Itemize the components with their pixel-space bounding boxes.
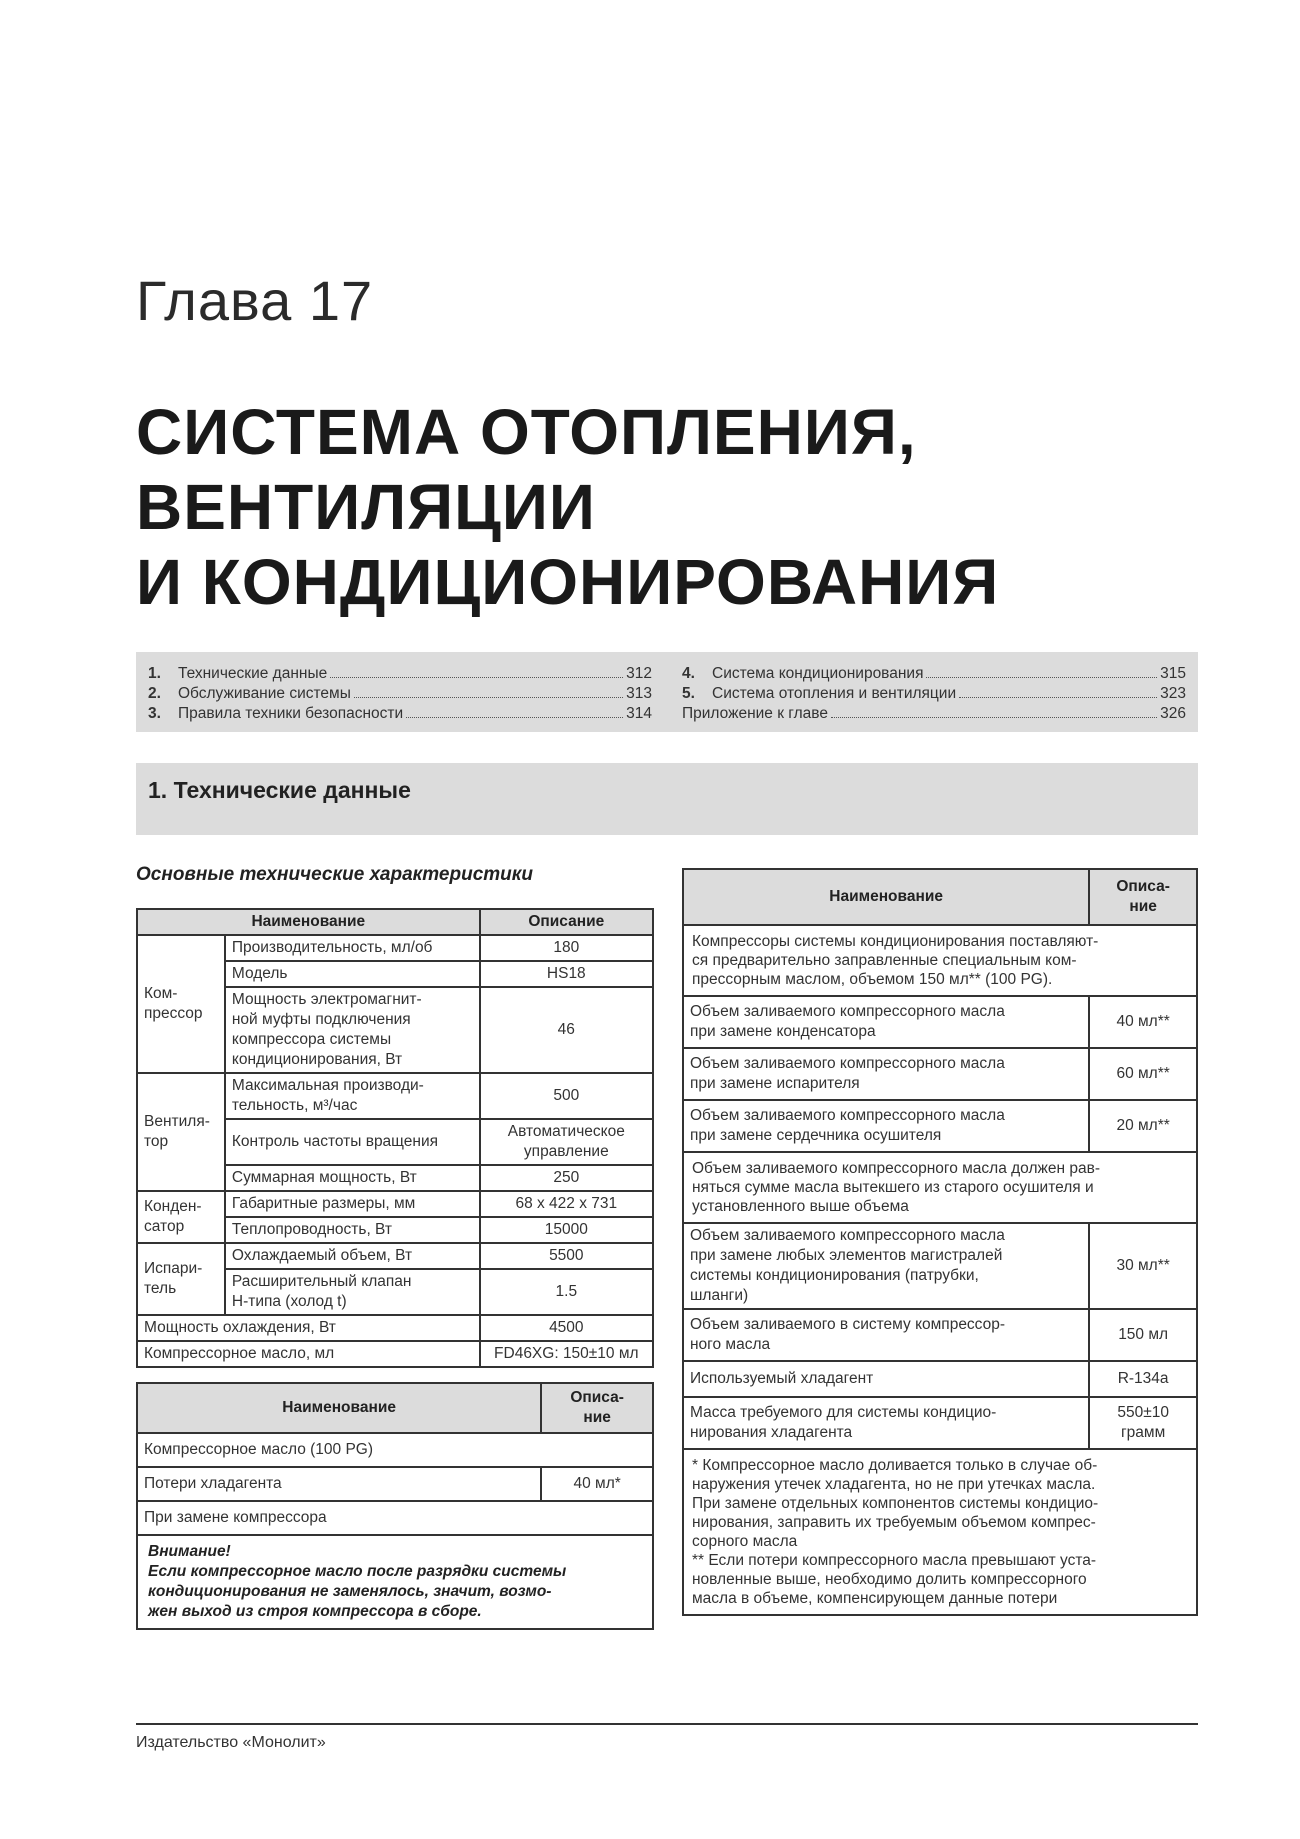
spec-table bbox=[136, 908, 654, 1368]
param-name: Расширительный клапан H-типа (холод t) bbox=[225, 1269, 480, 1315]
table-row bbox=[683, 1397, 1197, 1449]
param-value: R-134a bbox=[1089, 1361, 1197, 1397]
table-row bbox=[683, 1100, 1197, 1152]
toc-item-page: 314 bbox=[626, 705, 652, 722]
param-name: Охлаждаемый объем, Вт bbox=[225, 1243, 480, 1269]
table-header-row bbox=[137, 1383, 653, 1433]
param-name: Мощность охлаждения, Вт bbox=[137, 1315, 480, 1341]
param-name: Масса требуемого для системы кондицио- нирования хладагента bbox=[683, 1397, 1089, 1449]
toc-item-number: 5. bbox=[682, 685, 695, 702]
toc-leader-dots bbox=[959, 697, 1157, 698]
param-value: 550±10 грамм bbox=[1089, 1397, 1197, 1449]
toc-item-label: Правила техники безопасности bbox=[178, 705, 404, 722]
toc-item-page: 315 bbox=[1160, 665, 1186, 682]
table-row bbox=[137, 1073, 653, 1119]
table-row bbox=[137, 1191, 653, 1217]
table-row bbox=[137, 1341, 653, 1367]
toc-leader-dots bbox=[354, 697, 623, 698]
param-name: Объем заливаемого компрессорного масла при замене конденсатора bbox=[683, 996, 1089, 1048]
publisher-footer: Издательство «Монолит» bbox=[136, 1734, 326, 1751]
param-name: Компрессорное масло (100 PG) bbox=[137, 1433, 653, 1467]
table-row bbox=[137, 1243, 653, 1269]
toc-item[interactable] bbox=[148, 685, 652, 705]
group-label: Вентиля- тор bbox=[137, 1073, 225, 1191]
toc-leader-dots bbox=[406, 717, 623, 718]
footnotes: * Компрессорное масло доливается только в случае об- наружения утечек хладагента, но не при утечках масла. При замене отдельных компонентов системы кондицио- нирования, заправить их требуемым объемом компрес- сорного масла ** Если потери компрессорного масла превышают уста- новленные выше, необходимо долить компрессорного масла в объеме, компенсирующем данные потери bbox=[683, 1449, 1197, 1615]
toc-leader-dots bbox=[831, 717, 1157, 718]
param-value: 46 bbox=[480, 987, 653, 1073]
toc-item[interactable] bbox=[148, 705, 652, 725]
table-row bbox=[683, 996, 1197, 1048]
toc-item-number: 1. bbox=[148, 665, 161, 682]
param-name: Объем заливаемого компрессорного масла при замене испарителя bbox=[683, 1048, 1089, 1100]
param-value: Автоматическое управление bbox=[480, 1119, 653, 1165]
param-name: Мощность электромагнит- ной муфты подключения компрессора системы кондиционирования, Вт bbox=[225, 987, 480, 1073]
toc-leader-dots bbox=[330, 677, 623, 678]
param-value: 4500 bbox=[480, 1315, 653, 1341]
column-header: Наименование bbox=[137, 1383, 541, 1433]
section-header bbox=[136, 763, 1198, 835]
param-value: 40 мл** bbox=[1089, 996, 1197, 1048]
toc-item-label: Технические данные bbox=[178, 665, 328, 682]
table-of-contents bbox=[136, 652, 1198, 732]
group-label: Конден- сатор bbox=[137, 1191, 225, 1243]
column-header: Описа- ние bbox=[1089, 869, 1197, 925]
table-row bbox=[137, 935, 653, 961]
toc-item-page: 323 bbox=[1160, 685, 1186, 702]
toc-item-page: 326 bbox=[1160, 705, 1186, 722]
param-value: 1.5 bbox=[480, 1269, 653, 1315]
param-name: Объем заливаемого компрессорного масла при замене сердечника осушителя bbox=[683, 1100, 1089, 1152]
param-value: 40 мл* bbox=[541, 1467, 653, 1501]
table-row bbox=[683, 1048, 1197, 1100]
table-row bbox=[683, 1361, 1197, 1397]
footer-divider bbox=[136, 1723, 1198, 1725]
oil-volume-table bbox=[682, 868, 1198, 1616]
table-row bbox=[683, 925, 1197, 996]
column-header: Описание bbox=[480, 909, 653, 935]
table-row bbox=[137, 1501, 653, 1535]
param-name: Модель bbox=[225, 961, 480, 987]
group-label: Испари- тель bbox=[137, 1243, 225, 1315]
toc-item-number: 3. bbox=[148, 705, 161, 722]
toc-column-right bbox=[682, 665, 1186, 725]
toc-item[interactable] bbox=[148, 665, 652, 685]
param-value: 150 мл bbox=[1089, 1309, 1197, 1361]
column-header: Наименование bbox=[683, 869, 1089, 925]
toc-item[interactable] bbox=[682, 685, 1186, 705]
param-value: 60 мл** bbox=[1089, 1048, 1197, 1100]
chapter-title-line: ВЕНТИЛЯЦИИ bbox=[136, 471, 596, 543]
section-title: 1. Технические данные bbox=[148, 777, 411, 803]
table-row bbox=[137, 1467, 653, 1501]
param-value: 180 bbox=[480, 935, 653, 961]
toc-column-left bbox=[148, 665, 652, 725]
table-row bbox=[683, 1309, 1197, 1361]
param-value: 30 мл** bbox=[1089, 1223, 1197, 1309]
param-name: Максимальная производи- тельность, м³/час bbox=[225, 1073, 480, 1119]
param-value: 68 х 422 х 731 bbox=[480, 1191, 653, 1217]
param-name: Производительность, мл/об bbox=[225, 935, 480, 961]
toc-item-label: Обслуживание системы bbox=[178, 685, 351, 702]
toc-item-label: Приложение к главе bbox=[682, 705, 828, 722]
toc-item-label: Система кондиционирования bbox=[712, 665, 924, 682]
toc-item-label: Система отопления и вентиляции bbox=[712, 685, 957, 702]
table-row bbox=[137, 1535, 653, 1629]
param-value: 5500 bbox=[480, 1243, 653, 1269]
table-row bbox=[137, 1433, 653, 1467]
param-name: При замене компрессора bbox=[137, 1501, 653, 1535]
param-name: Суммарная мощность, Вт bbox=[225, 1165, 480, 1191]
param-name: Теплопроводность, Вт bbox=[225, 1217, 480, 1243]
toc-item-page: 313 bbox=[626, 685, 652, 702]
param-name: Потери хладагента bbox=[137, 1467, 541, 1501]
toc-leader-dots bbox=[926, 677, 1157, 678]
param-value: 250 bbox=[480, 1165, 653, 1191]
group-label: Ком- прессор bbox=[137, 935, 225, 1073]
param-name: Объем заливаемого компрессорного масла при замене любых элементов магистралей системы кондиционирования (патрубки, шланги) bbox=[683, 1223, 1089, 1309]
chapter-label: Глава 17 bbox=[136, 269, 374, 332]
oil-table bbox=[136, 1382, 654, 1630]
column-header: Описа- ние bbox=[541, 1383, 653, 1433]
table-row bbox=[683, 1223, 1197, 1309]
param-value: HS18 bbox=[480, 961, 653, 987]
table-row bbox=[683, 1152, 1197, 1223]
param-name: Габаритные размеры, мм bbox=[225, 1191, 480, 1217]
toc-item-number: 2. bbox=[148, 685, 161, 702]
column-header: Наименование bbox=[137, 909, 480, 935]
param-name: Компрессорное масло, мл bbox=[137, 1341, 480, 1367]
toc-item[interactable] bbox=[682, 665, 1186, 685]
chapter-title-line: И КОНДИЦИОНИРОВАНИЯ bbox=[136, 546, 1000, 618]
toc-item-number: 4. bbox=[682, 665, 695, 682]
param-name: Используемый хладагент bbox=[683, 1361, 1089, 1397]
param-value: 500 bbox=[480, 1073, 653, 1119]
toc-item[interactable] bbox=[682, 705, 1186, 725]
subsection-title: Основные технические характеристики bbox=[136, 864, 533, 885]
param-name: Объем заливаемого в систему компрессор- ного масла bbox=[683, 1309, 1089, 1361]
param-value: 15000 bbox=[480, 1217, 653, 1243]
warning-note: Внимание! Если компрессорное масло после разрядки системы кондиционирования не заменялось, значит, возмо- жен выход из строя компрессора в сборе. bbox=[137, 1535, 653, 1629]
toc-item-page: 312 bbox=[626, 665, 652, 682]
oil-volume-note: Объем заливаемого компрессорного масла должен рав- няться сумме масла вытекшего из старого осушителя и установленного выше объема bbox=[683, 1152, 1197, 1223]
chapter-title-line: СИСТЕМА ОТОПЛЕНИЯ, bbox=[136, 396, 917, 468]
table-header-row bbox=[683, 869, 1197, 925]
param-value: 20 мл** bbox=[1089, 1100, 1197, 1152]
chapter-title bbox=[136, 395, 999, 620]
table-header-row bbox=[137, 909, 653, 935]
param-value: FD46XG: 150±10 мл bbox=[480, 1341, 653, 1367]
intro-note: Компрессоры системы кондиционирования поставляют- ся предварительно заправленные специальным ком- прессорным маслом, объемом 150 мл** (100 PG). bbox=[683, 925, 1197, 996]
table-row bbox=[683, 1449, 1197, 1615]
param-name: Контроль частоты вращения bbox=[225, 1119, 480, 1165]
table-row bbox=[137, 1315, 653, 1341]
